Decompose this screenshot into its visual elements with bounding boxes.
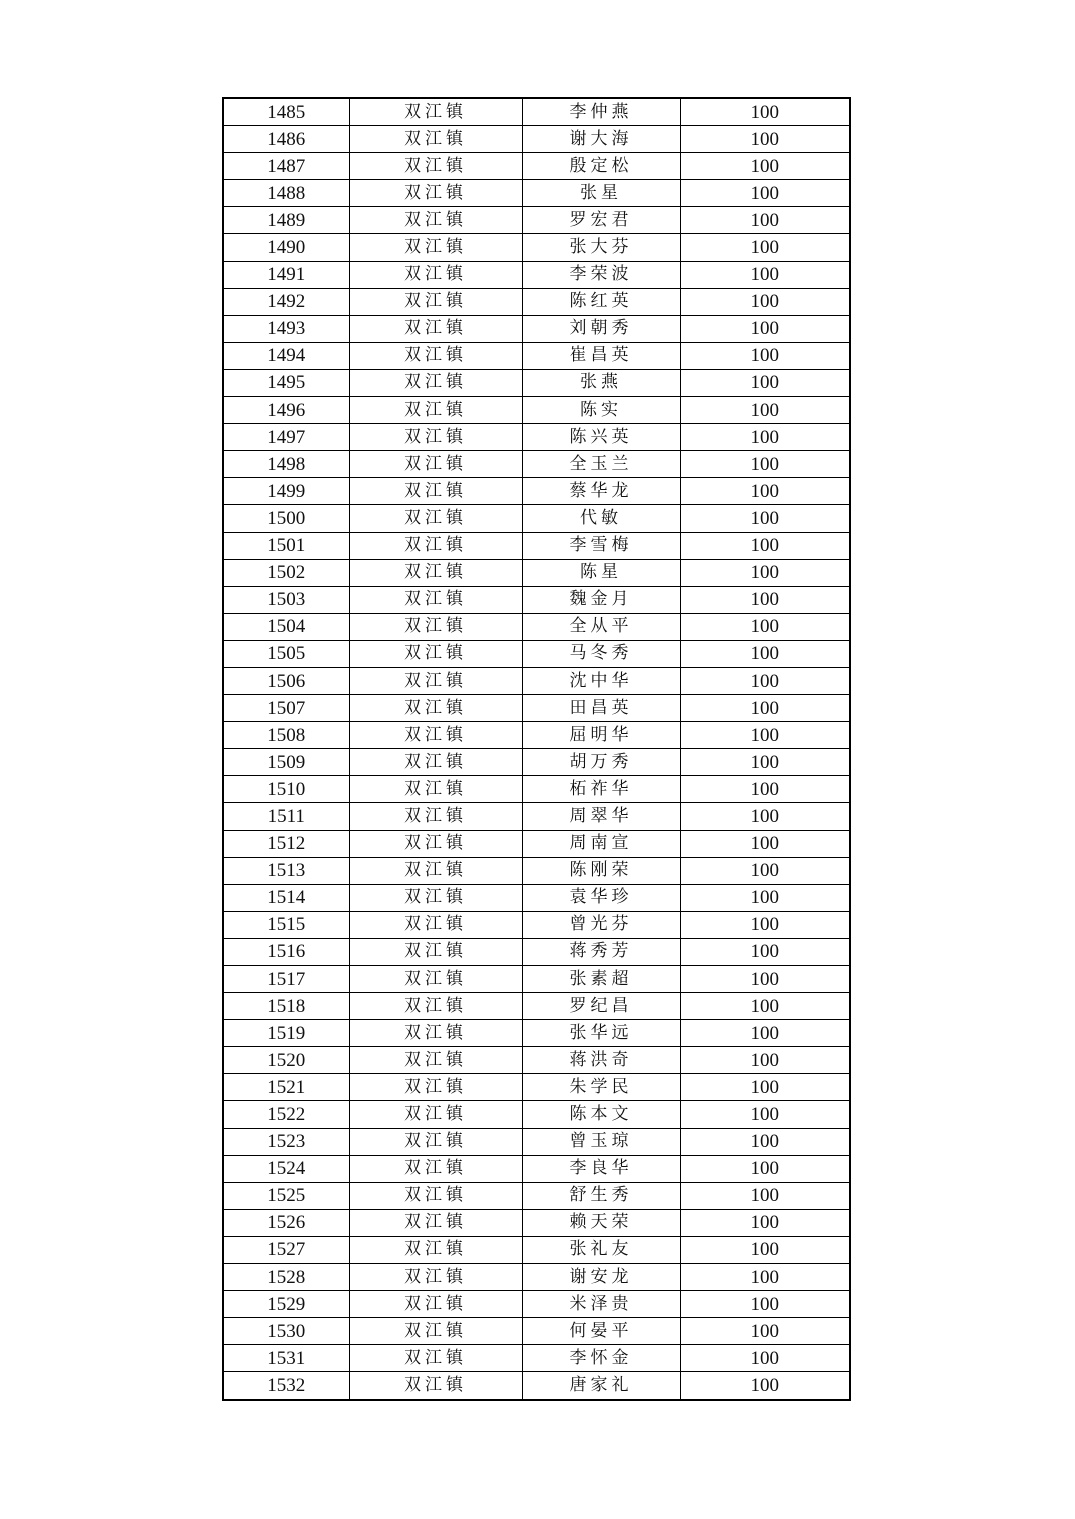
amount-cell: 100	[680, 722, 850, 749]
amount-cell: 100	[680, 451, 850, 478]
town-cell: 双江镇	[349, 1074, 522, 1101]
row-number-cell: 1531	[223, 1345, 349, 1372]
row-number-cell: 1524	[223, 1155, 349, 1182]
row-number-cell: 1490	[223, 234, 349, 261]
name-cell: 曾光芬	[522, 911, 680, 938]
amount-cell: 100	[680, 749, 850, 776]
amount-cell: 100	[680, 1372, 850, 1400]
name-cell: 魏金月	[522, 586, 680, 613]
table-row	[223, 505, 850, 532]
table-row	[223, 342, 850, 369]
amount-cell: 100	[680, 207, 850, 234]
amount-cell: 100	[680, 776, 850, 803]
table-row	[223, 261, 850, 288]
table-row	[223, 559, 850, 586]
town-cell: 双江镇	[349, 559, 522, 586]
amount-cell: 100	[680, 640, 850, 667]
row-number-cell: 1521	[223, 1074, 349, 1101]
table-row	[223, 397, 850, 424]
table-row	[223, 911, 850, 938]
row-number-cell: 1485	[223, 98, 349, 126]
name-cell: 米泽贵	[522, 1291, 680, 1318]
amount-cell: 100	[680, 884, 850, 911]
name-cell: 蒋洪奇	[522, 1047, 680, 1074]
town-cell: 双江镇	[349, 288, 522, 315]
town-cell: 双江镇	[349, 993, 522, 1020]
town-cell: 双江镇	[349, 126, 522, 153]
table-row	[223, 722, 850, 749]
row-number-cell: 1517	[223, 966, 349, 993]
table-row	[223, 451, 850, 478]
town-cell: 双江镇	[349, 966, 522, 993]
name-cell: 田昌英	[522, 695, 680, 722]
table-row	[223, 153, 850, 180]
row-number-cell: 1526	[223, 1209, 349, 1236]
row-number-cell: 1515	[223, 911, 349, 938]
name-cell: 舒生秀	[522, 1182, 680, 1209]
town-cell: 双江镇	[349, 1128, 522, 1155]
town-cell: 双江镇	[349, 234, 522, 261]
name-cell: 谢安龙	[522, 1264, 680, 1291]
name-cell: 赖天荣	[522, 1209, 680, 1236]
town-cell: 双江镇	[349, 153, 522, 180]
name-cell: 罗宏君	[522, 207, 680, 234]
amount-cell: 100	[680, 397, 850, 424]
table-row	[223, 749, 850, 776]
row-number-cell: 1504	[223, 613, 349, 640]
name-cell: 屈明华	[522, 722, 680, 749]
amount-cell: 100	[680, 98, 850, 126]
name-cell: 李仲燕	[522, 98, 680, 126]
amount-cell: 100	[680, 261, 850, 288]
table-row	[223, 667, 850, 694]
table-row	[223, 1020, 850, 1047]
town-cell: 双江镇	[349, 1155, 522, 1182]
town-cell: 双江镇	[349, 857, 522, 884]
amount-cell: 100	[680, 803, 850, 830]
name-cell: 周翠华	[522, 803, 680, 830]
town-cell: 双江镇	[349, 613, 522, 640]
name-cell: 全从平	[522, 613, 680, 640]
town-cell: 双江镇	[349, 1318, 522, 1345]
town-cell: 双江镇	[349, 938, 522, 965]
amount-cell: 100	[680, 993, 850, 1020]
row-number-cell: 1503	[223, 586, 349, 613]
amount-cell: 100	[680, 1209, 850, 1236]
amount-cell: 100	[680, 234, 850, 261]
town-cell: 双江镇	[349, 749, 522, 776]
town-cell: 双江镇	[349, 532, 522, 559]
row-number-cell: 1523	[223, 1128, 349, 1155]
table-row	[223, 207, 850, 234]
table-row	[223, 424, 850, 451]
amount-cell: 100	[680, 153, 850, 180]
town-cell: 双江镇	[349, 1182, 522, 1209]
town-cell: 双江镇	[349, 505, 522, 532]
name-cell: 李良华	[522, 1155, 680, 1182]
town-cell: 双江镇	[349, 397, 522, 424]
roster-table-body	[223, 98, 850, 1400]
row-number-cell: 1500	[223, 505, 349, 532]
name-cell: 陈兴英	[522, 424, 680, 451]
row-number-cell: 1519	[223, 1020, 349, 1047]
name-cell: 陈本文	[522, 1101, 680, 1128]
table-row	[223, 1372, 850, 1400]
name-cell: 全玉兰	[522, 451, 680, 478]
name-cell: 陈刚荣	[522, 857, 680, 884]
amount-cell: 100	[680, 830, 850, 857]
name-cell: 周南宣	[522, 830, 680, 857]
table-row	[223, 369, 850, 396]
name-cell: 马冬秀	[522, 640, 680, 667]
amount-cell: 100	[680, 424, 850, 451]
row-number-cell: 1502	[223, 559, 349, 586]
amount-cell: 100	[680, 667, 850, 694]
name-cell: 张大芬	[522, 234, 680, 261]
amount-cell: 100	[680, 1074, 850, 1101]
row-number-cell: 1501	[223, 532, 349, 559]
town-cell: 双江镇	[349, 1209, 522, 1236]
table-row	[223, 695, 850, 722]
town-cell: 双江镇	[349, 1101, 522, 1128]
row-number-cell: 1505	[223, 640, 349, 667]
town-cell: 双江镇	[349, 261, 522, 288]
amount-cell: 100	[680, 695, 850, 722]
row-number-cell: 1530	[223, 1318, 349, 1345]
row-number-cell: 1508	[223, 722, 349, 749]
table-row	[223, 966, 850, 993]
town-cell: 双江镇	[349, 98, 522, 126]
amount-cell: 100	[680, 180, 850, 207]
amount-cell: 100	[680, 911, 850, 938]
row-number-cell: 1510	[223, 776, 349, 803]
row-number-cell: 1497	[223, 424, 349, 451]
row-number-cell: 1513	[223, 857, 349, 884]
table-row	[223, 1074, 850, 1101]
town-cell: 双江镇	[349, 1236, 522, 1263]
amount-cell: 100	[680, 288, 850, 315]
row-number-cell: 1489	[223, 207, 349, 234]
name-cell: 胡万秀	[522, 749, 680, 776]
name-cell: 刘朝秀	[522, 315, 680, 342]
town-cell: 双江镇	[349, 640, 522, 667]
name-cell: 张素超	[522, 966, 680, 993]
table-row	[223, 1128, 850, 1155]
name-cell: 袁华珍	[522, 884, 680, 911]
town-cell: 双江镇	[349, 1047, 522, 1074]
town-cell: 双江镇	[349, 667, 522, 694]
table-row	[223, 478, 850, 505]
row-number-cell: 1506	[223, 667, 349, 694]
table-row	[223, 1155, 850, 1182]
table-row	[223, 1318, 850, 1345]
table-row	[223, 1236, 850, 1263]
row-number-cell: 1529	[223, 1291, 349, 1318]
table-row	[223, 993, 850, 1020]
amount-cell: 100	[680, 1182, 850, 1209]
table-row	[223, 1264, 850, 1291]
town-cell: 双江镇	[349, 776, 522, 803]
amount-cell: 100	[680, 613, 850, 640]
amount-cell: 100	[680, 857, 850, 884]
table-row	[223, 1345, 850, 1372]
row-number-cell: 1492	[223, 288, 349, 315]
town-cell: 双江镇	[349, 342, 522, 369]
name-cell: 谢大海	[522, 126, 680, 153]
amount-cell: 100	[680, 559, 850, 586]
row-number-cell: 1498	[223, 451, 349, 478]
name-cell: 陈实	[522, 397, 680, 424]
row-number-cell: 1496	[223, 397, 349, 424]
table-row	[223, 98, 850, 126]
row-number-cell: 1493	[223, 315, 349, 342]
name-cell: 蔡华龙	[522, 478, 680, 505]
name-cell: 蒋秀芳	[522, 938, 680, 965]
amount-cell: 100	[680, 1047, 850, 1074]
amount-cell: 100	[680, 505, 850, 532]
town-cell: 双江镇	[349, 1264, 522, 1291]
name-cell: 殷定松	[522, 153, 680, 180]
amount-cell: 100	[680, 315, 850, 342]
amount-cell: 100	[680, 478, 850, 505]
name-cell: 张燕	[522, 369, 680, 396]
table-row	[223, 1209, 850, 1236]
amount-cell: 100	[680, 126, 850, 153]
town-cell: 双江镇	[349, 1372, 522, 1400]
table-row	[223, 830, 850, 857]
amount-cell: 100	[680, 1264, 850, 1291]
amount-cell: 100	[680, 966, 850, 993]
amount-cell: 100	[680, 532, 850, 559]
row-number-cell: 1495	[223, 369, 349, 396]
table-row	[223, 586, 850, 613]
table-row	[223, 1047, 850, 1074]
table-row	[223, 803, 850, 830]
table-row	[223, 640, 850, 667]
row-number-cell: 1532	[223, 1372, 349, 1400]
row-number-cell: 1525	[223, 1182, 349, 1209]
row-number-cell: 1514	[223, 884, 349, 911]
name-cell: 代敏	[522, 505, 680, 532]
name-cell: 李怀金	[522, 1345, 680, 1372]
town-cell: 双江镇	[349, 1020, 522, 1047]
table-row	[223, 315, 850, 342]
amount-cell: 100	[680, 342, 850, 369]
row-number-cell: 1494	[223, 342, 349, 369]
name-cell: 唐家礼	[522, 1372, 680, 1400]
town-cell: 双江镇	[349, 369, 522, 396]
amount-cell: 100	[680, 1020, 850, 1047]
amount-cell: 100	[680, 1101, 850, 1128]
table-row	[223, 288, 850, 315]
table-row	[223, 1101, 850, 1128]
name-cell: 朱学民	[522, 1074, 680, 1101]
name-cell: 崔昌英	[522, 342, 680, 369]
name-cell: 柘祚华	[522, 776, 680, 803]
row-number-cell: 1527	[223, 1236, 349, 1263]
town-cell: 双江镇	[349, 180, 522, 207]
table-row	[223, 776, 850, 803]
amount-cell: 100	[680, 1155, 850, 1182]
table-row	[223, 1291, 850, 1318]
row-number-cell: 1486	[223, 126, 349, 153]
row-number-cell: 1522	[223, 1101, 349, 1128]
name-cell: 张礼友	[522, 1236, 680, 1263]
town-cell: 双江镇	[349, 207, 522, 234]
table-row	[223, 532, 850, 559]
amount-cell: 100	[680, 938, 850, 965]
row-number-cell: 1511	[223, 803, 349, 830]
row-number-cell: 1516	[223, 938, 349, 965]
name-cell: 李荣波	[522, 261, 680, 288]
table-row	[223, 938, 850, 965]
table-row	[223, 884, 850, 911]
amount-cell: 100	[680, 1318, 850, 1345]
name-cell: 罗纪昌	[522, 993, 680, 1020]
amount-cell: 100	[680, 1345, 850, 1372]
town-cell: 双江镇	[349, 830, 522, 857]
row-number-cell: 1487	[223, 153, 349, 180]
name-cell: 张华远	[522, 1020, 680, 1047]
town-cell: 双江镇	[349, 1345, 522, 1372]
town-cell: 双江镇	[349, 478, 522, 505]
table-row	[223, 126, 850, 153]
table-row	[223, 857, 850, 884]
name-cell: 曾玉琼	[522, 1128, 680, 1155]
town-cell: 双江镇	[349, 722, 522, 749]
name-cell: 陈星	[522, 559, 680, 586]
name-cell: 何晏平	[522, 1318, 680, 1345]
amount-cell: 100	[680, 586, 850, 613]
amount-cell: 100	[680, 1128, 850, 1155]
town-cell: 双江镇	[349, 884, 522, 911]
town-cell: 双江镇	[349, 803, 522, 830]
town-cell: 双江镇	[349, 315, 522, 342]
row-number-cell: 1488	[223, 180, 349, 207]
row-number-cell: 1520	[223, 1047, 349, 1074]
name-cell: 沈中华	[522, 667, 680, 694]
amount-cell: 100	[680, 1236, 850, 1263]
row-number-cell: 1491	[223, 261, 349, 288]
row-number-cell: 1507	[223, 695, 349, 722]
table-row	[223, 234, 850, 261]
table-row	[223, 613, 850, 640]
row-number-cell: 1518	[223, 993, 349, 1020]
town-cell: 双江镇	[349, 1291, 522, 1318]
row-number-cell: 1509	[223, 749, 349, 776]
town-cell: 双江镇	[349, 424, 522, 451]
town-cell: 双江镇	[349, 911, 522, 938]
town-cell: 双江镇	[349, 451, 522, 478]
row-number-cell: 1512	[223, 830, 349, 857]
name-cell: 陈红英	[522, 288, 680, 315]
table-row	[223, 1182, 850, 1209]
table-row	[223, 180, 850, 207]
amount-cell: 100	[680, 1291, 850, 1318]
town-cell: 双江镇	[349, 695, 522, 722]
roster-table	[222, 97, 851, 1401]
row-number-cell: 1499	[223, 478, 349, 505]
name-cell: 张星	[522, 180, 680, 207]
row-number-cell: 1528	[223, 1264, 349, 1291]
town-cell: 双江镇	[349, 586, 522, 613]
name-cell: 李雪梅	[522, 532, 680, 559]
amount-cell: 100	[680, 369, 850, 396]
